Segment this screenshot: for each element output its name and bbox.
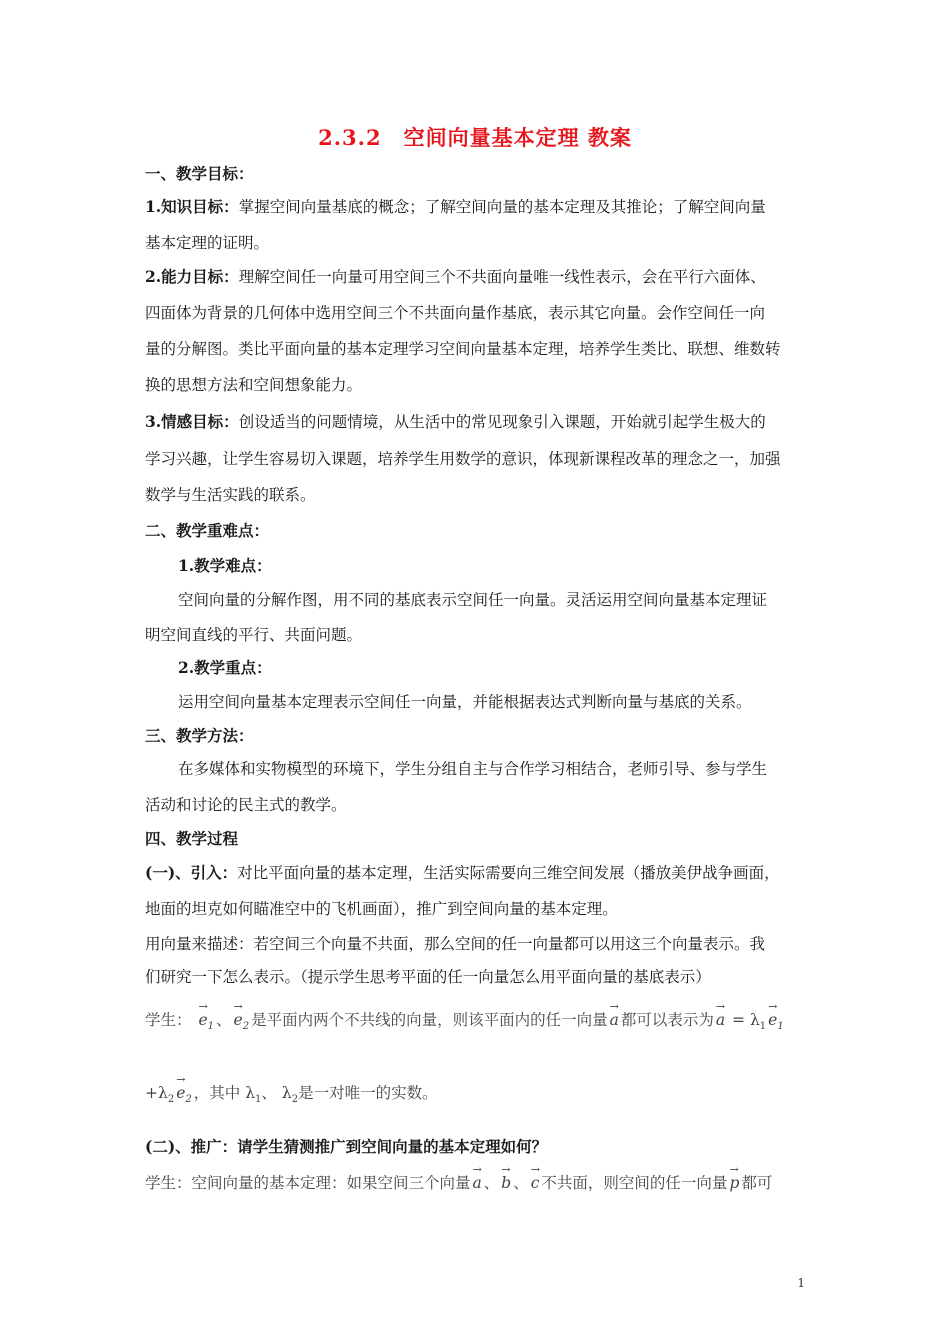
vector-arrow-icon: → <box>530 1163 540 1176</box>
vector-b <box>501 1163 512 1193</box>
vector-e2 <box>233 1000 250 1037</box>
vector-p <box>729 1163 740 1193</box>
student-2-text-3: 都可 <box>741 1174 773 1192</box>
emotion-goal-line-1 <box>145 412 766 432</box>
section-process-heading: 四、教学过程 <box>145 829 239 848</box>
emotion-goal-text-2: 学习兴趣，让学生容易切入课题，培养学生用数学的意识，体现新课程改革的理念之一，加强 <box>145 450 781 468</box>
vector-arrow-icon: → <box>198 1000 208 1013</box>
vector-c <box>530 1163 540 1193</box>
ability-goal-text-2: 四面体为背景的几何体中选用空间三个不共面向量作基底，表示其它向量。会作空间任一向 <box>145 304 766 322</box>
vector-e1-subscript: 1 <box>207 1021 215 1032</box>
section-objectives-heading: 一、教学目标： <box>145 164 254 183</box>
lambda-3-subscript: 1 <box>255 1094 262 1105</box>
vector-e2-b <box>176 1073 192 1110</box>
generalization-heading: (二)、推广：请学生猜测推广到空间向量的基本定理如何？ <box>145 1137 548 1156</box>
vector-a-2-letter: a <box>715 1011 726 1029</box>
vector-e2-b-letter: e <box>176 1084 186 1102</box>
vector-e2-letter: e <box>233 1011 243 1029</box>
equals-sign: = <box>727 1011 750 1029</box>
vector-e2-subscript: 2 <box>242 1021 250 1032</box>
vector-separator-2: 、 <box>483 1174 500 1192</box>
difficulty-label: 1.教学难点： <box>178 556 272 575</box>
lambda-separator: 、 <box>261 1084 277 1102</box>
vector-e1-b-letter: e <box>768 1011 778 1029</box>
vector-c-letter: c <box>530 1174 540 1192</box>
knowledge-goal-text-2: 基本定理的证明。 <box>145 234 270 252</box>
lambda-4: λ <box>281 1084 292 1102</box>
vector-arrow-icon: → <box>233 1000 243 1013</box>
difficulty-text-2: 明空间直线的平行、共面问题。 <box>145 626 363 644</box>
vector-arrow-icon: → <box>729 1163 739 1176</box>
vector-a-3 <box>472 1163 482 1193</box>
lambda-2-subscript: 2 <box>167 1094 175 1105</box>
vector-a-letter: a <box>609 1011 619 1029</box>
description-text-1: 用向量来描述：若空间三个向量不共面，那么空间的任一向量都可以用这三个向量表示。我 <box>145 935 766 953</box>
vector-arrow-icon: → <box>768 1000 778 1013</box>
vector-separator-3: 、 <box>513 1174 529 1192</box>
vector-a-2 <box>715 1000 726 1030</box>
plus-sign: + <box>145 1084 158 1102</box>
emotion-goal-label: 3.情感目标： <box>145 412 239 431</box>
intro-text-2: 地面的坦克如何瞄准空中的飞机画面），推广到空间向量的基本定理。 <box>145 900 618 918</box>
difficulty-text-1: 空间向量的分解作图，用不同的基底表示空间任一向量。灵活运用空间向量基本定理证 <box>178 591 768 609</box>
focus-label: 2.教学重点： <box>178 658 272 677</box>
document-title: 2.3.2 空间向量基本定理 教案 <box>318 125 632 150</box>
ability-goal-text-3: 量的分解图。类比平面向量的基本定理学习空间向量基本定理，培养学生类比、联想、维数转 <box>145 340 781 358</box>
student-text-2: 都可以表示为 <box>620 1011 714 1029</box>
intro-line-1 <box>145 863 780 883</box>
lambda-3: λ <box>245 1084 256 1102</box>
lambda-4-subscript: 2 <box>291 1094 299 1105</box>
intro-text-1: 对比平面向量的基本定理，生活实际需要向三维空间发展（播放美伊战争画面， <box>237 864 780 882</box>
emotion-goal-text-3: 数学与生活实践的联系。 <box>145 486 316 504</box>
vector-arrow-icon: → <box>176 1073 186 1086</box>
knowledge-goal-line-1 <box>145 197 766 217</box>
knowledge-goal-text-1: 掌握空间向量基底的概念；了解空间向量的基本定理及其推论；了解空间向量 <box>238 198 766 216</box>
lambda-1: λ <box>749 1011 760 1029</box>
vector-arrow-icon: → <box>472 1163 482 1176</box>
ability-goal-text-1: 理解空间任一向量可用空间三个不共面向量唯一线性表示，会在平行六面体、 <box>238 268 766 286</box>
emotion-goal-text-1: 创设适当的问题情境，从生活中的常见现象引入课题，开始就引起学生极大的 <box>238 413 766 431</box>
student-answer-plane <box>145 1000 786 1037</box>
student-text-1: 是平面内两个不共线的向量，则该平面内的任一向量 <box>251 1011 608 1029</box>
vector-a <box>609 1000 619 1030</box>
vector-e1-b-subscript: 1 <box>777 1021 784 1032</box>
description-text-2: 们研究一下怎么表示。（提示学生思考平面的任一向量怎么用平面向量的基底表示） <box>145 968 711 986</box>
vector-p-letter: p <box>729 1174 740 1192</box>
student-text-3: ，其中 <box>193 1084 241 1102</box>
vector-a-3-letter: a <box>472 1174 482 1192</box>
intro-label: (一)、引入： <box>145 863 238 882</box>
vector-e2-b-subscript: 2 <box>185 1094 192 1105</box>
vector-separator: 、 <box>216 1011 232 1029</box>
vector-arrow-icon: → <box>715 1000 726 1013</box>
knowledge-goal-label: 1.知识目标： <box>145 197 239 216</box>
vector-e1-b <box>768 1000 784 1037</box>
lambda-1-subscript: 1 <box>759 1021 767 1032</box>
vector-b-letter: b <box>501 1174 512 1192</box>
student-answer-plane-cont <box>145 1073 438 1110</box>
ability-goal-line-1 <box>145 267 766 287</box>
student-answer-space <box>145 1163 773 1193</box>
vector-e1 <box>198 1000 215 1037</box>
ability-goal-label: 2.能力目标： <box>145 267 239 286</box>
student-prefix: 学生： <box>145 1011 192 1029</box>
student-2-text-2: 不共面，则空间的任一向量 <box>541 1174 728 1192</box>
student-2-text-1: 学生：空间向量的基本定理：如果空间三个向量 <box>145 1174 471 1192</box>
section-keypoints-heading: 二、教学重难点： <box>145 521 270 540</box>
page-number: 1 <box>797 1276 805 1290</box>
vector-arrow-icon: → <box>609 1000 619 1013</box>
focus-text-1: 运用空间向量基本定理表示空间任一向量，并能根据表达式判断向量与基底的关系。 <box>178 693 752 711</box>
section-method-heading: 三、教学方法： <box>145 726 254 745</box>
vector-e1-letter: e <box>198 1011 208 1029</box>
lambda-2: λ <box>158 1084 168 1102</box>
vector-arrow-icon: → <box>501 1163 511 1176</box>
student-text-4: 是一对唯一的实数。 <box>298 1084 438 1102</box>
ability-goal-text-4: 换的思想方法和空间想象能力。 <box>145 376 363 394</box>
method-text-1: 在多媒体和实物模型的环境下，学生分组自主与合作学习相结合，老师引导、参与学生 <box>178 760 768 778</box>
method-text-2: 活动和讨论的民主式的教学。 <box>145 796 347 814</box>
